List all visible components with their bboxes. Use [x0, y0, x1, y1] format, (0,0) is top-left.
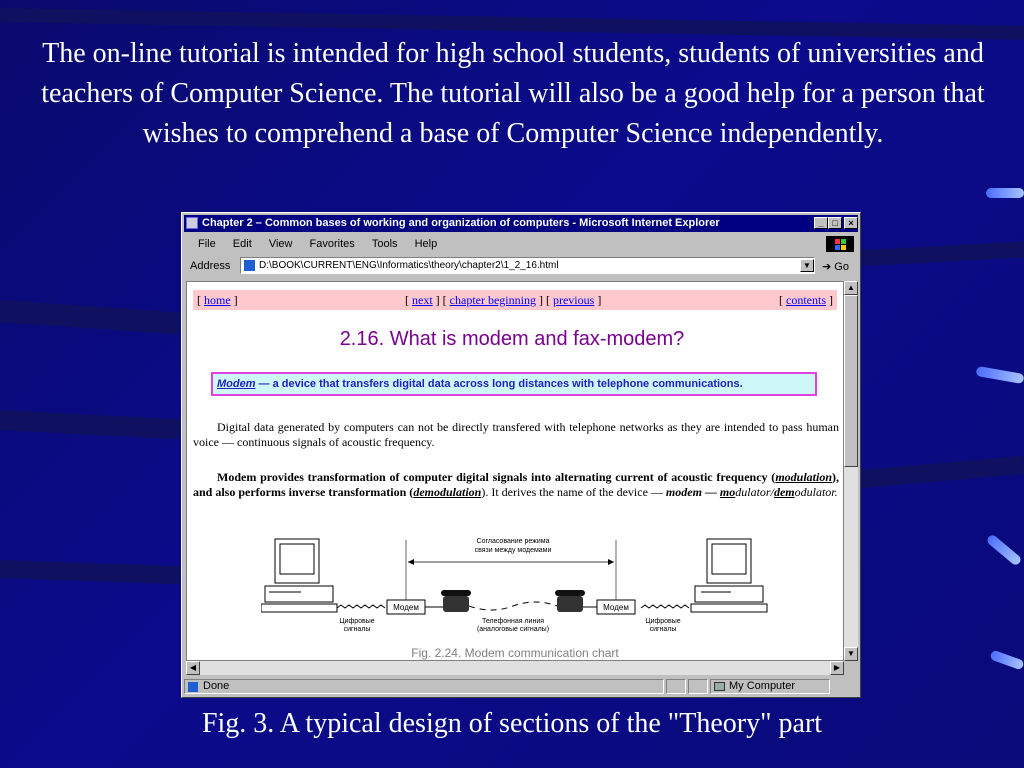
status-zone: My Computer — [729, 680, 796, 692]
demodulation-term: demodulation — [413, 485, 482, 499]
menu-file[interactable]: File — [198, 238, 216, 250]
window-title: Chapter 2 – Common bases of working and organization of computers - Microsoft Internet Explorer — [202, 217, 720, 229]
odulator-part: odulator. — [794, 485, 838, 499]
go-label: Go — [834, 261, 849, 273]
close-button[interactable]: × — [844, 217, 858, 229]
dem-part: dem — [773, 485, 795, 499]
browser-window — [181, 212, 861, 698]
accent-bar — [985, 533, 1022, 566]
p2-b: ), and also performs inverse transformation ( — [193, 470, 839, 499]
address-dropdown-icon[interactable]: ▼ — [800, 259, 814, 272]
menu-favorites[interactable]: Favorites — [309, 238, 355, 250]
page-content — [186, 281, 844, 661]
paragraph-2 — [193, 470, 839, 500]
paragraph-1-text: Digital data generated by computers can not be directly transfered with telephone networks as they are intended to pass human voice — continuous signals of acoustic frequency. — [193, 420, 839, 449]
status-done-panel — [184, 679, 664, 694]
page-icon — [244, 260, 255, 271]
scroll-thumb[interactable] — [844, 295, 858, 467]
vertical-scrollbar[interactable] — [844, 281, 858, 661]
menu-help[interactable]: Help — [414, 238, 438, 250]
status-panel-empty — [666, 679, 686, 694]
status-done: Done — [203, 680, 230, 692]
home-link[interactable]: home — [204, 293, 231, 307]
slide-caption: Fig. 3. A typical design of sections of the "Theory" part — [201, 708, 823, 739]
left-digital-cable — [337, 605, 385, 608]
p2-c: ). It derives the name of the device — — [481, 485, 666, 499]
dulator-part: dulator/ — [735, 485, 774, 499]
scroll-down-icon[interactable]: ▼ — [844, 647, 858, 661]
modem-term-link[interactable]: Modem — [217, 378, 256, 390]
modem-word: modem — [665, 485, 702, 499]
menu-bar — [184, 234, 858, 254]
background-stripe — [0, 410, 180, 439]
minimize-button[interactable]: _ — [814, 217, 828, 229]
background-stripe — [0, 560, 180, 584]
scroll-right-icon[interactable]: ▶ — [830, 661, 844, 675]
modulation-term: modulation — [775, 470, 832, 484]
address-input[interactable] — [240, 257, 815, 274]
telephone-line — [469, 602, 557, 610]
left-modem-label: Модем — [393, 603, 419, 612]
title-bar — [184, 215, 858, 232]
negotiation-label-1: Согласование режима — [476, 538, 550, 545]
telephone-line-label-2: (аналоговые сигналы) — [476, 626, 550, 633]
next-link[interactable]: next — [412, 293, 433, 307]
horizontal-scrollbar[interactable] — [186, 661, 844, 675]
background-stripe — [861, 456, 1024, 488]
right-phone-icon — [555, 590, 585, 612]
digital-signals-left-2: сигналы — [343, 626, 371, 633]
maximize-button[interactable]: □ — [828, 217, 842, 229]
definition-text: — a device that transfers digital data across long distances with telephone communications. — [255, 378, 743, 390]
right-computer-icon — [691, 539, 767, 612]
p2-a: Modem provides transformation of computer digital signals into alternating current of acoustic frequency ( — [217, 470, 776, 484]
paragraph-1 — [193, 420, 839, 450]
accent-bar — [975, 366, 1024, 384]
address-bar — [184, 256, 858, 278]
figure-caption: Fig. 2.24. Modem communication chart — [411, 646, 619, 660]
address-label: Address — [190, 260, 231, 272]
scroll-up-icon[interactable]: ▲ — [844, 281, 858, 295]
right-digital-cable — [641, 605, 689, 608]
scroll-left-icon[interactable]: ◀ — [186, 661, 200, 675]
my-computer-icon — [714, 682, 725, 691]
go-button[interactable] — [822, 260, 849, 273]
go-arrow-icon: ➔ — [822, 261, 832, 273]
left-computer-icon — [261, 539, 337, 612]
right-modem-label: Модем — [603, 603, 629, 612]
arrow-head-left — [408, 559, 414, 565]
digital-signals-left-1: Цифровые — [339, 618, 375, 625]
digital-signals-right-2: сигналы — [649, 626, 677, 633]
menu-edit[interactable]: Edit — [232, 238, 252, 250]
previous-link[interactable]: previous — [552, 293, 595, 307]
mo-part: mo — [719, 485, 736, 499]
background-stripe — [0, 300, 180, 335]
negotiation-label-2: связи между модемами — [474, 547, 552, 554]
accent-bar — [986, 188, 1024, 198]
telephone-line-label-1: Телефонная линия — [481, 618, 545, 625]
navigation-bar: [ home ] [ next ] [ chapter beginning ] [ previous ] [ contents ] — [193, 290, 837, 310]
modem-chart-figure — [261, 534, 771, 644]
page-title: 2.16. What is modem and fax-modem? — [339, 328, 685, 350]
chapter-beginning-link[interactable]: chapter beginning — [449, 293, 536, 307]
status-bar — [184, 678, 858, 696]
p2-d: — — [701, 485, 720, 499]
status-panel-empty — [688, 679, 708, 694]
menu-tools[interactable]: Tools — [371, 238, 398, 250]
status-zone-panel — [710, 679, 830, 694]
contents-link[interactable]: contents — [786, 293, 826, 307]
status-page-icon — [188, 682, 198, 692]
windows-logo-icon — [826, 236, 854, 252]
background-stripe — [862, 242, 1024, 266]
definition-box — [211, 372, 817, 396]
menu-view[interactable]: View — [268, 238, 293, 250]
slide-heading: The on-line tutorial is intended for high school students, students of universities and teachers of Computer Science. The tutorial will also be a good help for a person that wishes to comprehend a base of Computer Science independently. — [41, 38, 985, 149]
arrow-head-right — [608, 559, 614, 565]
address-value: D:\BOOK\CURRENT\ENG\Informatics\theory\chapter2\1_2_16.html — [259, 260, 559, 271]
ie-page-icon — [186, 217, 198, 229]
digital-signals-right-1: Цифровые — [645, 618, 681, 625]
left-phone-icon — [441, 590, 471, 612]
accent-bar — [989, 649, 1024, 670]
